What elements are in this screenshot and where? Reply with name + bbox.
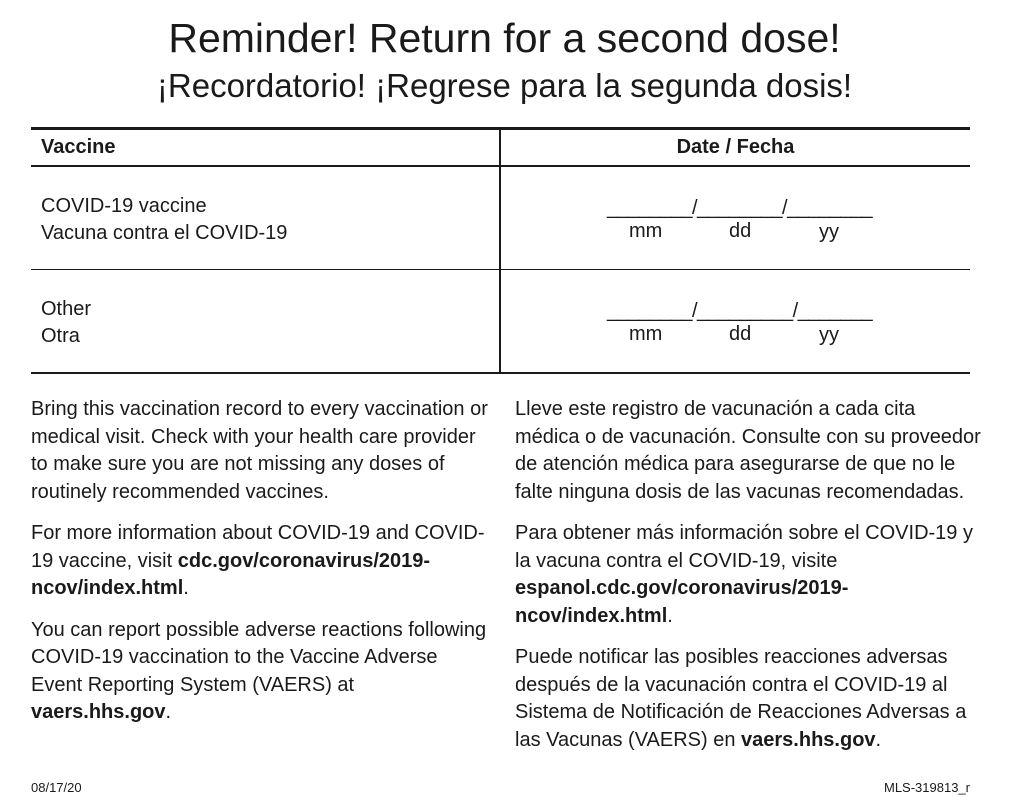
vaers-link[interactable]: vaers.hhs.gov [741,728,876,751]
info-paragraph: For more information about COVID-19 and COVID-19 vaccine, visit cdc.gov/coronavirus/2019-ncov/index.html. [31,522,485,599]
row-label-en: COVID-19 vaccine [41,195,207,217]
header-vaccine: Vaccine [41,136,116,158]
date-label-dd: dd [729,220,752,242]
spanish-info-column [515,396,985,768]
row-other-label [41,296,91,350]
date-label-yy: yy [819,221,839,243]
row-label-es: Otra [41,325,80,347]
cdc-espanol-link[interactable]: espanol.cdc.gov/coronavirus/2019-ncov/index.html [515,577,849,627]
vaers-link[interactable]: vaers.hhs.gov [31,701,166,723]
date-field-covid[interactable]: ________/________/________ [607,197,873,219]
row-covid-vaccine-label [41,193,287,247]
footer-code: MLS-319813_r [884,780,970,795]
date-label-yy: yy [819,324,839,346]
row-label-es: Vacuna contra el COVID-19 [41,222,288,244]
row-label-en: Other [41,298,92,320]
info-paragraph: You can report possible adverse reactions following COVID-19 vaccination to the Vaccine Adverse Event Reporting System (VAERS) at vaers.hhs.gov. [31,618,487,723]
date-label-dd: dd [729,323,752,345]
date-field-other[interactable]: ________/_________/_______ [607,300,873,322]
header-date: Date / Fecha [676,136,795,158]
date-label-mm: mm [629,323,663,345]
info-paragraph: Puede notificar las posibles reacciones adversas después de la vacunación contra el COVID-19 al Sistema de Notificación de Reacciones Adversas a las Vacunas (VAERS) en vaers.hhs.gov. [515,646,967,751]
info-paragraph: Para obtener más información sobre el COVID-19 y la vacuna contra el COVID-19, visite espanol.cdc.gov/coronavirus/2019-ncov/index.html. [515,522,973,627]
info-paragraph: Bring this vaccination record to every vaccination or medical visit. Check with your health care provider to make sure you are not missing any doses of routinely recommended vaccines. [31,398,488,503]
date-label-mm: mm [629,220,663,242]
english-info-column [31,396,491,741]
dose-table [31,127,970,374]
table-column-divider [499,127,501,374]
page-subtitle-spanish: ¡Recordatorio! ¡Regrese para la segunda dosis! [156,67,853,104]
cdc-link[interactable]: cdc.gov/coronavirus/2019-ncov/index.html [31,549,431,599]
footer-date: 08/17/20 [31,780,82,795]
page-title: Reminder! Return for a second dose! [168,15,841,61]
info-paragraph: Lleve este registro de vacunación a cada cita médica o de vacunación. Consulte con su proveedor de atención médica para asegurarse de que no le falte ninguna dosis de las vacunas recomendadas. [515,398,981,503]
